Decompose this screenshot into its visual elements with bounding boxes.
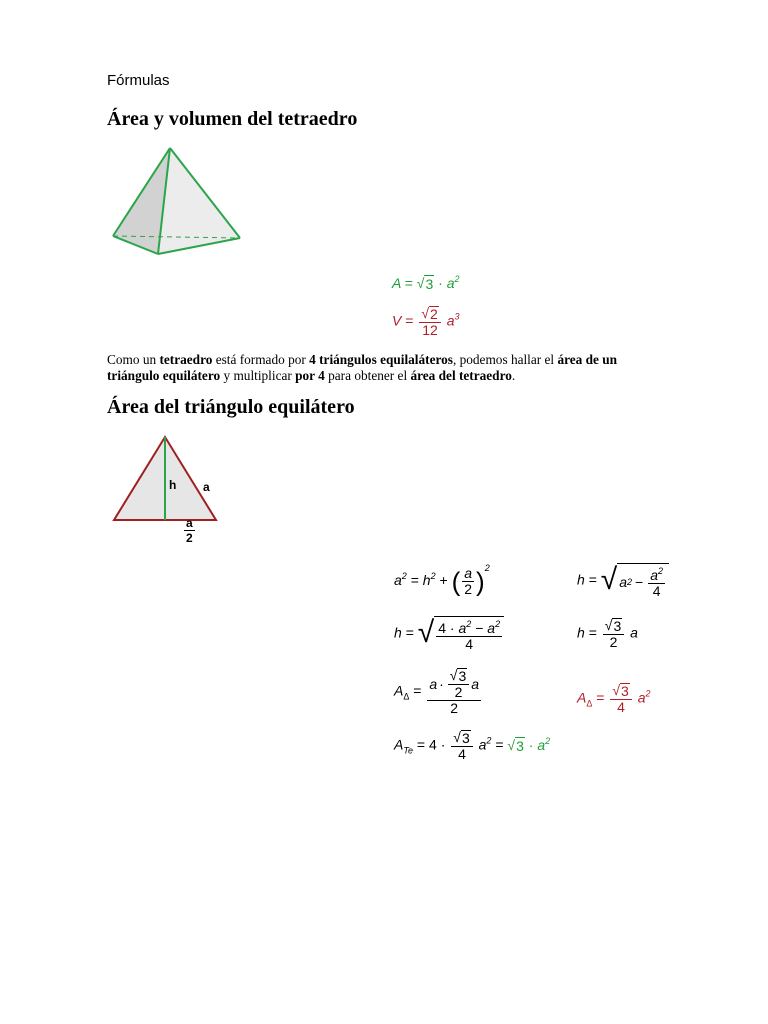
formula-triangle-area-step: $A_\Delta$ = a · √ 3 2 a 2 <box>394 667 480 716</box>
formula-volume-tetrahedron: V = √ 2 12 $a^3$ <box>392 305 460 338</box>
formula-triangle-area-result: $A_\Delta$ = √ 3 4 $a^2$ <box>577 682 651 715</box>
tetra-face-right <box>158 148 240 254</box>
label-a: a <box>203 480 210 494</box>
formula-pythagoras: $a^2 = h^2$ + ( $\frac{a}{2}$ )$^2$ <box>394 563 490 597</box>
equilateral-triangle-figure <box>110 434 220 554</box>
label-h: h <box>169 478 177 492</box>
formula-height-root: h = √ a 2 − $\frac{a^2}{4}$ <box>577 563 669 599</box>
tetrahedron-figure <box>108 144 248 260</box>
formula-tetrahedron-area: $A_{Te} = 4$ · √ 3 4 $a^2$ = √ 3 · $a^2$ <box>394 729 551 762</box>
top-label: Fórmulas <box>107 72 170 89</box>
formula-area-tetrahedron: A = √ 3 · $a^2$ <box>392 274 460 292</box>
formula-height-expanded: h = √ $\frac{4 \cdot a^2 - a^2}{4}$ <box>394 616 504 652</box>
formula-height-result: h = √ 3 2 a <box>577 617 638 650</box>
explanation-paragraph: Como un tetraedro está formado por 4 triángulos equilaláteros, podemos hallar el área de un triángulo equilátero y multiplicar por 4 para obtener el área del tetraedro. <box>107 352 618 383</box>
heading-tetrahedron: Área y volumen del tetraedro <box>107 108 358 130</box>
heading-equilateral-triangle: Área del triángulo equilátero <box>107 396 355 418</box>
label-half-a: a 2 <box>186 516 193 545</box>
